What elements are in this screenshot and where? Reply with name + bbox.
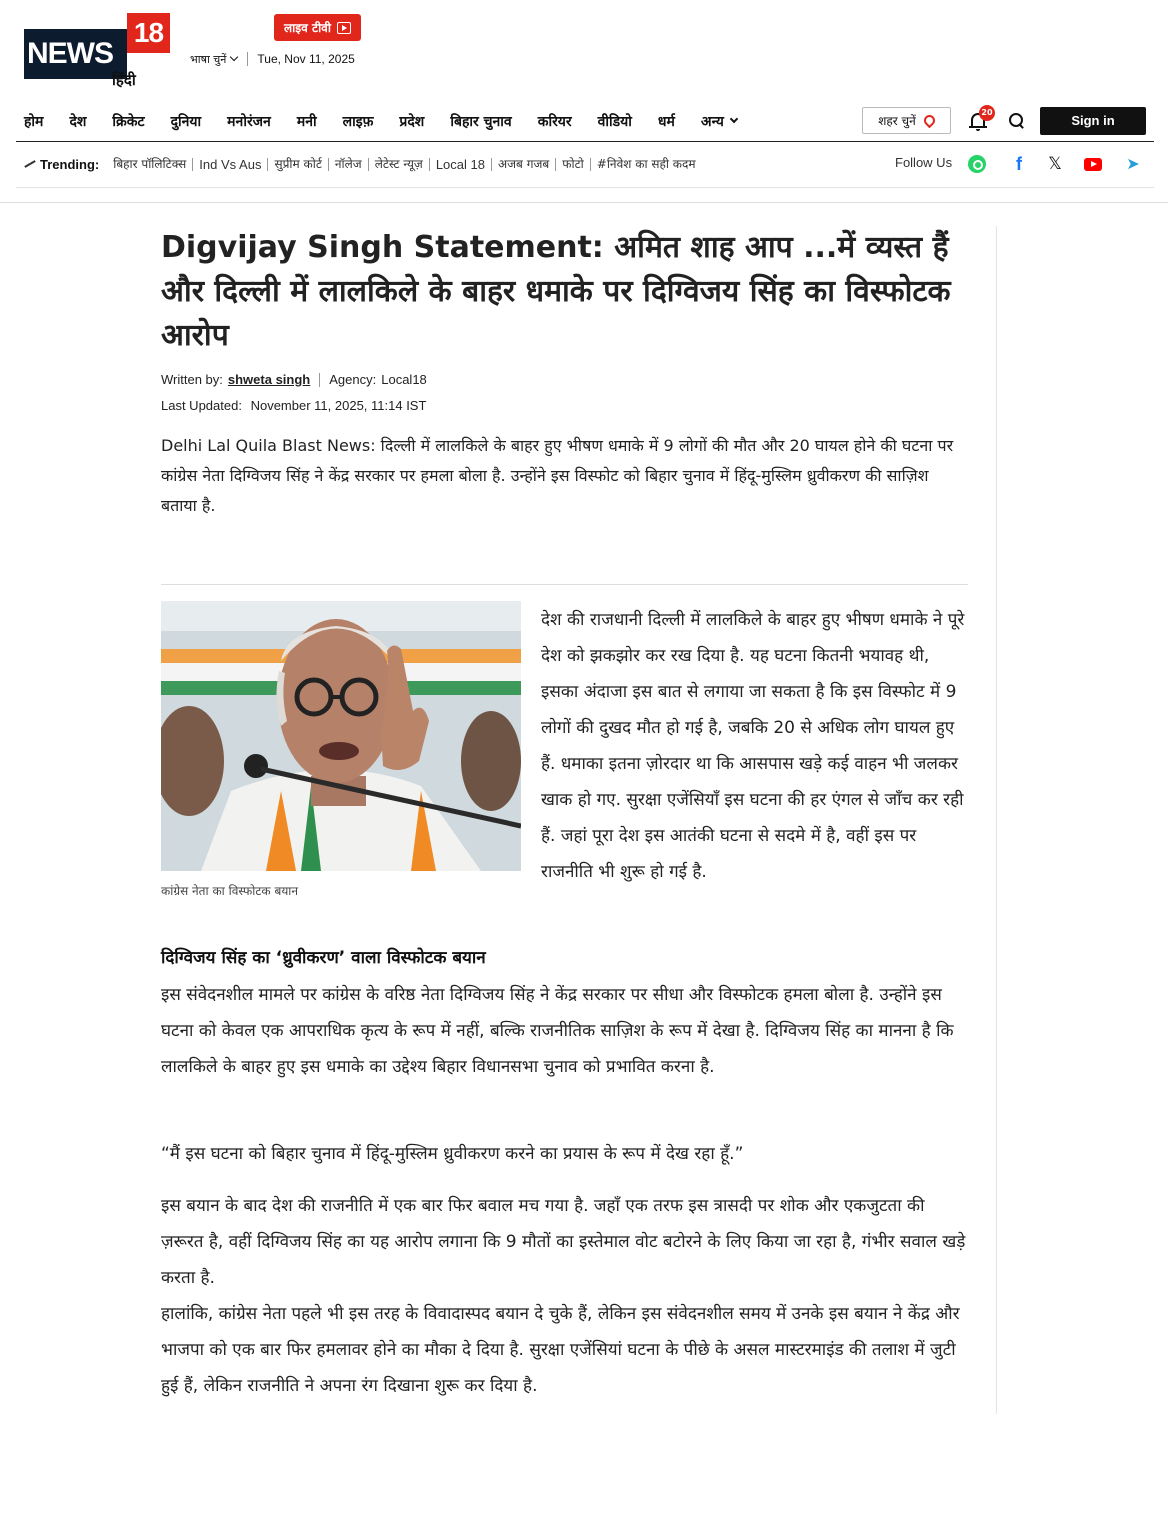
author-link[interactable]: shweta singh — [227, 372, 311, 387]
nav-item-cricket[interactable]: क्रिकेट — [112, 113, 145, 130]
whatsapp-icon[interactable] — [968, 155, 986, 173]
last-updated-label: Last Updated: — [161, 398, 242, 413]
header-bottom-border — [0, 202, 1168, 203]
trending-divider — [16, 187, 1154, 188]
nav-item-more[interactable] — [701, 112, 737, 131]
trending-bar — [24, 154, 702, 174]
article-summary: Delhi Lal Quila Blast News: दिल्ली में लालकिले के बाहर हुए भीषण धमाके में 9 लोगों की मौत और 20 घायल होने की घटना पर कांग्रेस नेता दिग्विजय सिंह ने केंद्र सरकार पर हमला बोला है. उन्होंने इस विस्फोट को बिहार चुनाव में हिंदू-मुस्लिम ध्रुवीकरण की साज़िश बताया है. — [161, 436, 954, 515]
nav-item-pradesh[interactable]: प्रदेश — [399, 113, 425, 130]
nav-item-dharm[interactable]: धर्म — [657, 113, 675, 130]
nav-item-life[interactable]: लाइफ़ — [342, 113, 374, 130]
last-updated — [161, 398, 426, 413]
facebook-icon[interactable]: f — [1016, 154, 1022, 174]
trending-arrow-icon — [24, 160, 36, 168]
agency-label: Agency: — [329, 372, 377, 387]
article-subheading: दिग्विजय सिंह का ‘ध्रुवीकरण’ वाला विस्फोटक बयान — [161, 948, 486, 968]
divider — [319, 373, 320, 387]
nav-item-home[interactable]: होम — [24, 113, 44, 130]
written-by-label: Written by: — [161, 372, 223, 387]
trending-item[interactable]: बिहार पॉलिटिक्स — [107, 158, 193, 171]
city-select-button[interactable] — [862, 107, 951, 134]
agency-name: Local18 — [381, 372, 427, 387]
language-selector[interactable]: भाषा चुनें — [190, 52, 227, 66]
chevron-down-icon[interactable] — [230, 53, 238, 61]
nav-item-bihar-chunav[interactable]: बिहार चुनाव — [450, 113, 512, 130]
trending-item[interactable]: सुप्रीम कोर्ट — [268, 158, 328, 171]
notification-count-badge: 20 — [979, 105, 995, 121]
trending-item[interactable]: Local 18 — [430, 158, 492, 171]
summary-divider — [161, 584, 968, 585]
trending-item[interactable]: फोटो — [556, 158, 591, 171]
nav-item-desh[interactable]: देश — [69, 113, 87, 130]
trending-item[interactable]: Ind Vs Aus — [193, 158, 268, 171]
telegram-icon[interactable]: ➤ — [1126, 154, 1140, 173]
search-icon[interactable] — [1009, 113, 1025, 129]
language-date-row — [190, 50, 355, 68]
news18-logo[interactable] — [24, 13, 170, 91]
x-icon[interactable]: 𝕏 — [1048, 154, 1062, 173]
sign-in-button[interactable]: Sign in — [1040, 107, 1146, 135]
live-tv-label: लाइव टीवी — [284, 21, 331, 35]
nav-more-label: अन्य — [700, 113, 724, 130]
article-quote: “मैं इस घटना को बिहार चुनाव में हिंदू-मुस्लिम ध्रुवीकरण करने का प्रयास के रूप में देख रहा हूँ.” — [161, 1144, 744, 1164]
sidebar-divider — [996, 226, 997, 1414]
article-photo[interactable] — [161, 601, 521, 871]
divider — [247, 52, 248, 66]
youtube-icon[interactable] — [1084, 158, 1102, 171]
location-pin-icon — [921, 113, 937, 129]
article-byline — [161, 372, 427, 387]
logo-hindi-text: हिंदी — [112, 71, 136, 89]
logo-18-badge: 18 — [127, 13, 170, 53]
article-paragraph: इस संवेदनशील मामले पर कांग्रेस के वरिष्ठ नेता दिग्विजय सिंह ने केंद्र सरकार पर सीधा और विस्फोटक हमला बोला है. उन्होंने इस घटना को केवल एक आपराधिक कृत्य के रूप में नहीं, बल्कि राजनीतिक साज़िश के रूप में देखा है. दिग्विजय सिंह का मानना है कि लालकिले के बाहर हुए इस धमाके का उद्देश्य बिहार विधानसभा चुनाव को प्रभावित करना है. — [161, 985, 954, 1077]
main-nav — [24, 106, 763, 136]
trending-item[interactable]: अजब गजब — [492, 158, 556, 171]
chevron-down-icon — [730, 115, 738, 123]
tv-icon — [337, 22, 351, 34]
trending-item[interactable]: लेटेस्ट न्यूज़ — [369, 158, 430, 171]
trending-item[interactable]: #निवेश का सही कदम — [596, 156, 696, 171]
live-tv-button[interactable] — [274, 14, 361, 41]
city-select-label: शहर चुनें — [878, 114, 916, 128]
trending-label: Trending: — [40, 156, 100, 172]
nav-item-money[interactable]: मनी — [296, 113, 317, 130]
photo-caption: कांग्रेस नेता का विस्फोटक बयान — [161, 884, 299, 898]
article-paragraph: हालांकि, कांग्रेस नेता पहले भी इस तरह के विवादास्पद बयान दे चुके हैं, लेकिन इस संवेदनशील समय में उनके इस बयान ने केंद्र और भाजपा को एक बार फिर हमलावर होने का मौका दे दिया है. सुरक्षा एजेंसियां घटना के पीछे के असल मास्टरमाइंड की तलाश में जुटी हुई हैं, लेकिन राजनीति ने अपना रंग दिखाना शुरू कर दिया है. — [161, 1304, 960, 1396]
current-date: Tue, Nov 11, 2025 — [257, 52, 355, 66]
article-paragraph: इस बयान के बाद देश की राजनीति में एक बार फिर बवाल मच गया है. जहाँ एक तरफ इस त्रासदी पर शोक और एकजुटता की ज़रूरत है, वहीं दिग्विजय सिंह का यह आरोप लगाना कि 9 मौतों का इस्तेमाल वोट बटोरने के लिए किया जा रहा है, गंभीर सवाल खड़े करता है. — [161, 1196, 966, 1288]
nav-item-manoranjan[interactable]: मनोरंजन — [227, 113, 271, 130]
logo-news-text: NEWS — [24, 29, 127, 79]
nav-item-video[interactable]: वीडियो — [597, 113, 632, 130]
article-paragraph: देश की राजधानी दिल्ली में लालकिले के बाहर हुए भीषण धमाके ने पूरे देश को झकझोर कर रख दिया है. यह घटना कितनी भयावह थी, इसका अंदाजा इस बात से लगाया जा सकता है कि इस विस्फोट में 9 लोगों की दुखद मौत हो गई है, जबकि 20 से अधिक लोग घायल हुए हैं. धमाका इतना ज़ोरदार था कि आसपास खड़े कई वाहन भी जलकर खाक हो गए. सुरक्षा एजेंसियाँ इस घटना की हर एंगल से जाँच कर रही हैं. जहां पूरा देश इस आतंकी घटना से सदमे में है, वहीं इस पर राजनीति भी शुरू हो गई है. — [541, 610, 965, 882]
follow-us-label: Follow Us — [895, 155, 953, 170]
nav-item-career[interactable]: करियर — [537, 113, 572, 130]
last-updated-value: November 11, 2025, 11:14 IST — [250, 398, 427, 413]
nav-divider — [16, 141, 1154, 142]
article-headline: Digvijay Singh Statement: अमित शाह आप ...में व्यस्त हैं और दिल्ली में लालकिले के बाहर धमाके पर दिग्विजय सिंह का विस्फोटक आरोप — [161, 230, 951, 353]
nav-item-duniya[interactable]: दुनिया — [170, 113, 202, 130]
trending-item[interactable]: नॉलेज — [329, 158, 369, 171]
